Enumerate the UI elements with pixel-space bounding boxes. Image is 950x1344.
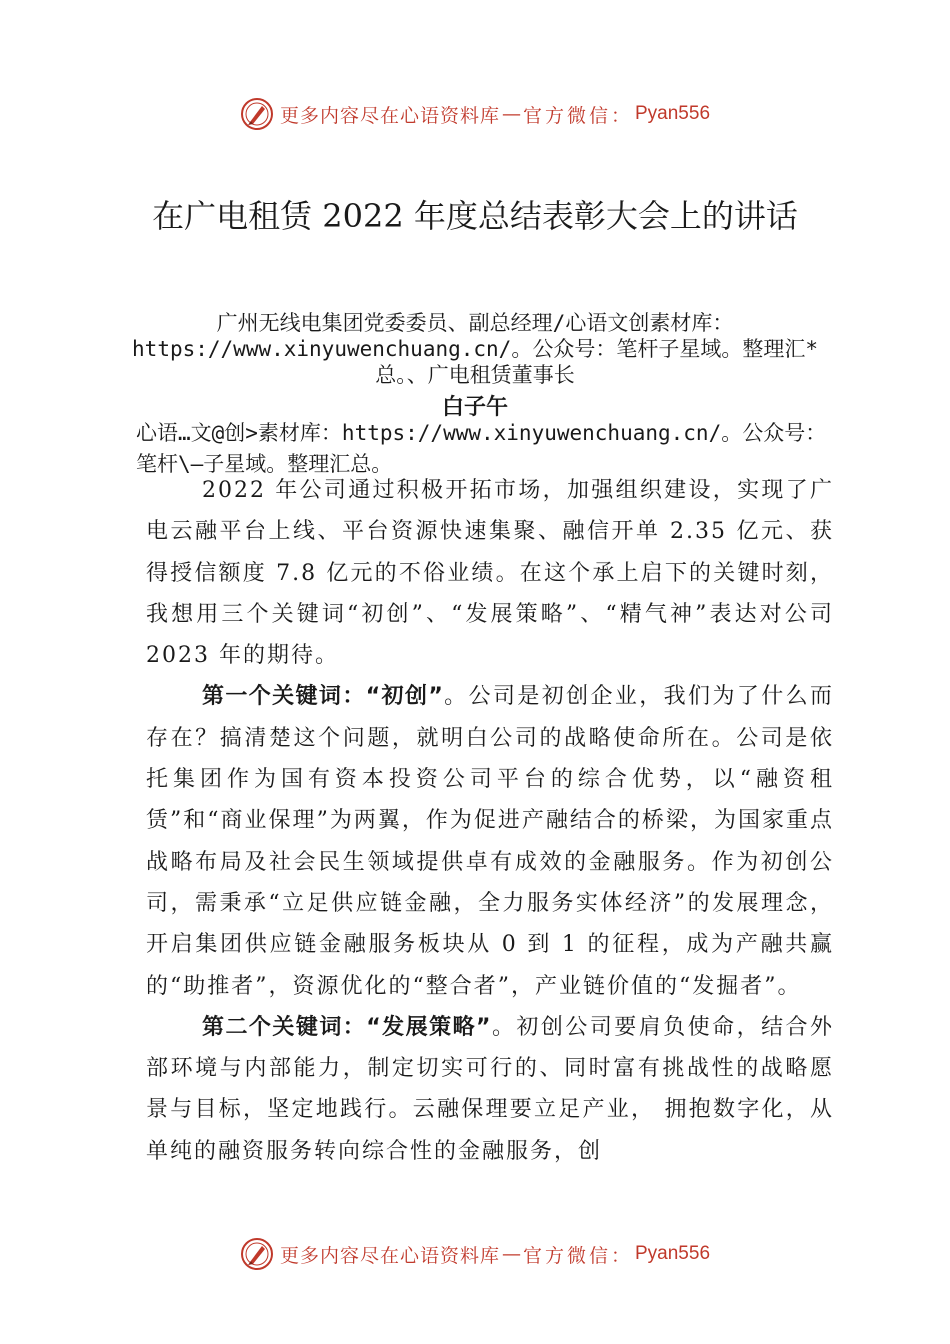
watermark-text: 更多内容尽在心语资料库 <box>279 104 500 127</box>
paragraph-text: 2022 年公司通过积极开拓市场，加强组织建设，实现了广电云融平台上线、平台资源快速集聚、融信开单 2.35 亿元、获得授信额度 7.8 亿元的不俗业绩。在这个承上启下的关键时刻，我想用三个关键词“初创”、“发展策略”、“精气神”表达对公司 2023 年的期待。 <box>146 478 834 669</box>
watermark-header <box>0 94 950 134</box>
document-title: 在广电租赁 2022 年度总结表彰大会上的讲话 <box>152 197 798 235</box>
paragraph-text: 。初创公司要肩负使命，结合外部环境与内部能力，制定切实可行的、同时富有挑战性的战略愿景与目标，坚定地践行。云融保理要立足产业， 拥抱数字化，从单纯的融资服务转向综合性的金融服务，创 <box>146 1014 834 1164</box>
document-body <box>146 470 834 1172</box>
watermark-wechat-label: 官方微信： <box>522 1244 633 1267</box>
watermark-separator: — <box>501 103 521 125</box>
watermark-text: 更多内容尽在心语资料库 <box>279 1244 500 1267</box>
watermark-wechat-id: Pyan556 <box>635 1243 711 1264</box>
document-source: 心语…文@创>素材库：https://www.xinyuwenchuang.cn/。公众号：笔杆\—子星域。整理汇总。 <box>136 421 827 476</box>
paragraph-keyword: 第二个关键词：“发展策略” <box>202 1014 492 1040</box>
watermark-wechat-id: Pyan556 <box>635 103 711 124</box>
watermark-wechat-label: 官方微信： <box>522 104 633 127</box>
paragraph-text: 。公司是初创企业，我们为了什么而存在？搞清楚这个问题，就明白公司的战略使命所在。公司是依托集团作为国有资本投资公司平台的综合优势，以“融资租赁”和“商业保理”为两翼，作为促进产融结合的桥梁，为国家重点战略布局及社会民生领域提供卓有成效的金融服务。作为初创公司，需秉承“立足供应链金融，全力服务实体经济”的发展理念，开启集团供应链金融服务板块从 0 到 1 的征程，成为产融共赢的“助推者”，资源优化的“整合者”，产业链价值的“发掘者”。 <box>146 684 834 999</box>
document-author: 白子午 <box>441 394 508 420</box>
watermark-footer <box>0 1234 950 1274</box>
watermark-separator: — <box>501 1243 521 1265</box>
paragraph <box>146 676 834 1006</box>
paragraph <box>146 470 834 676</box>
document-meta: 广州无线电集团党委委员、副总经理/心语文创素材库：https://www.xinyuwenchuang.cn/。公众号：笔杆子星域。整理汇*总。、广电租赁董事长 <box>132 311 818 387</box>
pen-nib-seal-icon <box>240 1237 274 1271</box>
pen-nib-seal-icon <box>240 97 274 131</box>
paragraph <box>146 1007 834 1172</box>
paragraph-keyword: 第一个关键词：“初创” <box>202 684 444 710</box>
